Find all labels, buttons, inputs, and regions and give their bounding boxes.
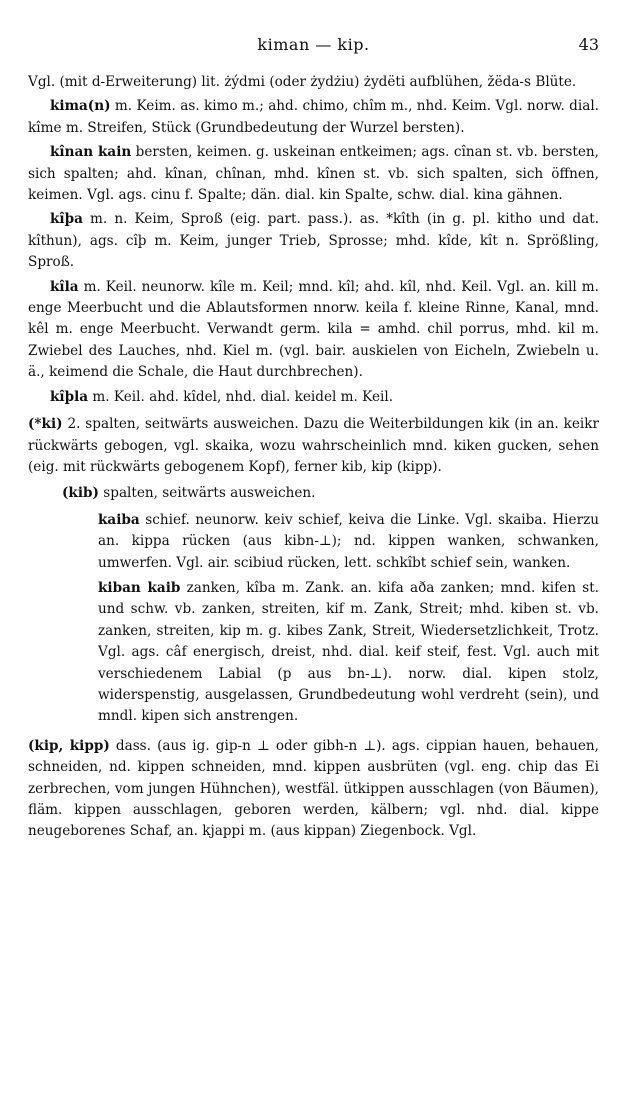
entry-kip: [28, 736, 599, 843]
entry-text: m. Keil. neunorw. kîle m. Keil; mnd. kîl; ahd. kîl, nhd. Keil. Vgl. an. kill m. enge Meerbucht und die Ablautsformen nnorw. keila f. kleine Rinne, Kanal, mnd. kêl m. enge Meerbucht. Verwandt germ. kila = amhd. chil porrus, mhd. kil m. Zwiebel des Lauches, nhd. Kiel m. (vgl. bair. auskielen von Eicheln, Zwiebeln u. ä., keimend die Schale, die Haut durchbrechen).: [28, 278, 599, 381]
entry-kiban: [28, 578, 599, 728]
entry-text: schief. neunorw. keiv schief, keiva die Linke. Vgl. skaiba. Hierzu an. kippa rücken (aus kibn-⊥); nd. kippen wanken, schwanken, umwerfen. Vgl. air. scibiud rücken, lett. schkîbt schief sein, wanken.: [98, 511, 599, 571]
entry-text: Vgl. (mit d-Erweiterung) lit. żýdmi (oder żydżiu) żydëti aufblühen, žëda-s Blüte.: [28, 74, 577, 90]
entry-text: spalten, seitwärts ausweichen.: [98, 485, 316, 502]
page-number: 43: [578, 35, 599, 54]
entry-kipla: [28, 387, 599, 408]
headword: kînan kain: [50, 144, 132, 161]
headword: kîþla: [50, 388, 89, 405]
headword: kîþa: [50, 211, 83, 228]
running-header: [28, 34, 599, 56]
entry-kaiba: [28, 510, 599, 574]
entry-kila: [28, 277, 599, 384]
entry-kipa: [28, 209, 599, 273]
headword: (*ki): [28, 416, 63, 433]
entry-kib: [28, 483, 599, 504]
headword: kima(n): [50, 98, 111, 115]
headword: (kip, kipp): [28, 737, 110, 754]
entry-text: dass. (aus ig. gip-n ⊥ oder gibh-n ⊥). ags. cippian hauen, behauen, schneiden, nd. kippen schneiden, mnd. kippen ausbrüten (vgl. eng. chip das Ei zerbrechen, vom jungen Hühnchen), westfäl. ütkippen ausschlagen (von Bäumen), fläm. kippen ausschlagen, geboren werden, kälbern; vgl. nhd. dial. kippe neugeborenes Schaf, an. kjappi m. (aus kippan) Ziegenbock. Vgl.: [28, 737, 599, 840]
entry-text: m. n. Keim, Sproß (eig. part. pass.). as. *kîth (in g. pl. kitho und dat. kîthun), ags. cîþ m. Keim, junger Trieb, Sprosse; mhd. kîde, kît n. Sprößling, Sproß.: [28, 211, 599, 271]
entry-ki-root: [28, 414, 599, 478]
entry-text: m. Keim. as. kimo m.; ahd. chimo, chîm m., nhd. Keim. Vgl. norw. dial. kîme m. Streifen, Stück (Grundbedeutung der Wurzel bersten).: [28, 98, 599, 136]
entry-text: bersten, keimen. g. uskeinan entkeimen; ags. cînan st. vb. bersten, sich spalten; ahd. kînan, chînan, mhd. kînen st. vb. sich spalten, sich öffnen, keimen. Vgl. ags. cinu f. Spalte; dän. dial. kin Spalte, schw. dial. kina gähnen.: [28, 144, 599, 204]
page-body: [28, 72, 599, 843]
entry-kiman: [28, 96, 599, 139]
entry-continuation: [28, 72, 599, 93]
headword: kîla: [50, 278, 79, 295]
running-title: kiman — kip.: [257, 35, 370, 54]
headword: kiban kaib: [98, 579, 181, 596]
headword: (kib): [62, 485, 99, 502]
headword: kaiba: [98, 511, 140, 528]
entry-text: 2. spalten, seitwärts ausweichen. Dazu die Weiterbildungen kik (in an. keikr rückwärts gebogen, vgl. skaika, wozu wahrscheinlich mnd. kiken gucken, sehen (eig. mit rückwärts gebogenem Kopf), ferner kib, kip (kipp).: [28, 416, 599, 475]
entry-kinan: [28, 142, 599, 206]
entry-text: m. Keil. ahd. kîdel, nhd. dial. keidel m. Keil.: [88, 388, 394, 405]
entry-text: zanken, kîba m. Zank. an. kifa aða zanken; mnd. kifen st. und schw. vb. zanken, streiten, kif m. Zank, Streit; mhd. kiben st. vb. zanken, streiten, kip m. g. kibes Zank, Streit, Wiedersetzlichkeit, Trotz. Vgl. ags. câf energisch, dreist, nhd. dial. keif steif, fest. Vgl. auch mit verschiedenem Labial (p aus bn-⊥). norw. dial. kipen stolz, widerspenstig, ausgelassen, Grundbedeutung wohl verdreht (sein), und mndl. kipen sich anstrengen.: [98, 579, 599, 725]
